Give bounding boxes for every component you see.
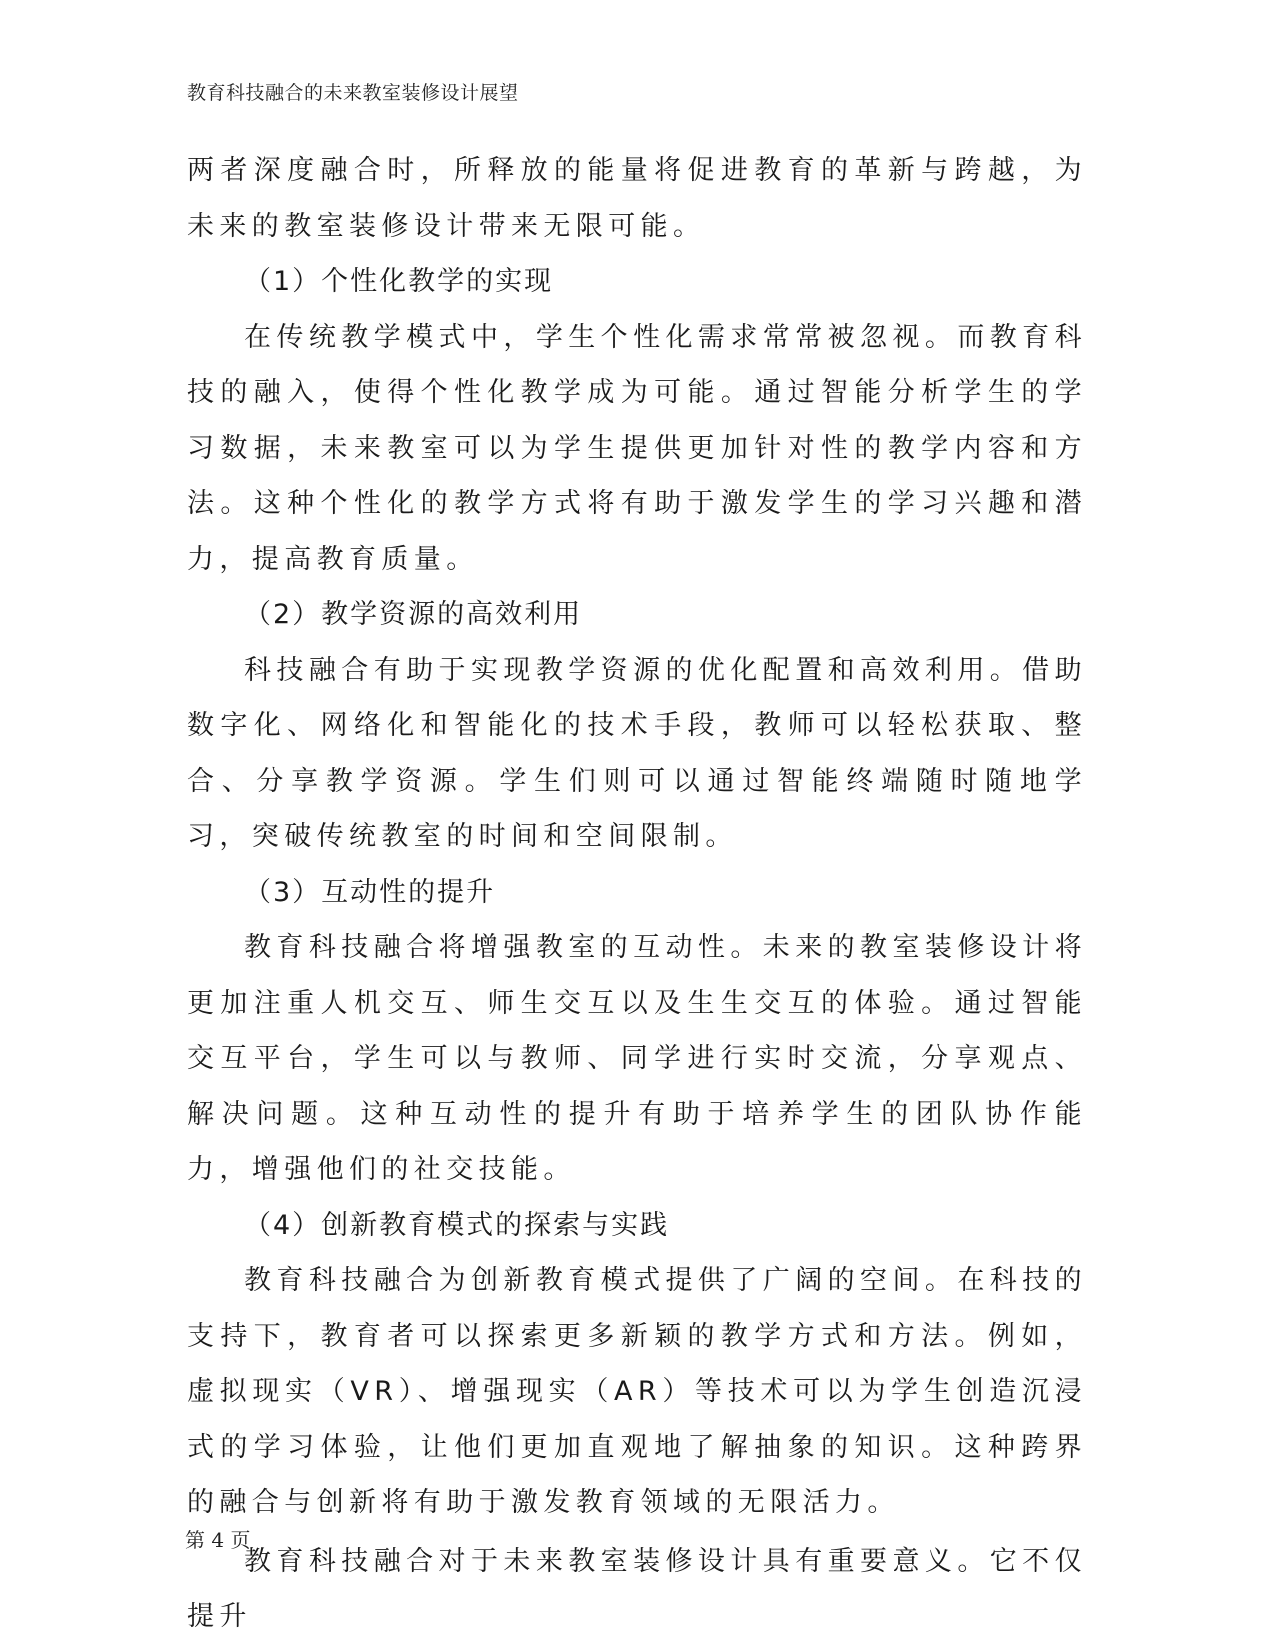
section-paragraph-personalized-teaching: 在传统教学模式中，学生个性化需求常常被忽视。而教育科技的融入，使得个性化教学成为可能。通过智能分析学生的学习数据，未来教室可以为学生提供更加针对性的教学内容和方法。这种个性化的教学方式将有助于激发学生的学习兴趣和潜力，提高教育质量。: [187, 321, 1087, 575]
intro-continuation-paragraph: 两者深度融合时，所释放的能量将促进教育的革新与跨越，为未来的教室装修设计带来无限可能。: [187, 155, 1087, 242]
section-heading-resource-utilization: （2）教学资源的高效利用: [244, 599, 583, 630]
page-header-title: 教育科技融合的未来教室装修设计展望: [187, 82, 519, 104]
section-paragraph-interactivity: 教育科技融合将增强教室的互动性。未来的教室装修设计将更加注重人机交互、师生交互以及生生交互的体验。通过智能交互平台，学生可以与教师、同学进行实时交流，分享观点、解决问题。这种互动性的提升有助于培养学生的团队协作能力，增强他们的社交技能。: [187, 932, 1087, 1185]
section-paragraph-resource-utilization: 科技融合有助于实现教学资源的优化配置和高效利用。借助数字化、网络化和智能化的技术手段，教师可以轻松获取、整合、分享教学资源。学生们则可以通过智能终端随时随地学习，突破传统教室的时间和空间限制。: [187, 654, 1087, 852]
closing-paragraph: 教育科技融合对于未来教室装修设计具有重要意义。它不仅提升: [187, 1545, 1087, 1632]
section-paragraph-innovative-models: 教育科技融合为创新教育模式提供了广阔的空间。在科技的支持下，教育者可以探索更多新颖的教学方式和方法。例如，虚拟现实（VR）、增强现实（AR）等技术可以为学生创造沉浸式的学习体验，让他们更加直观地了解抽象的知识。这种跨界的融合与创新将有助于激发教育领域的无限活力。: [187, 1265, 1087, 1518]
document-body: [187, 143, 1087, 1645]
section-heading-innovative-models: （4）创新教育模式的探索与实践: [244, 1209, 670, 1241]
section-heading-personalized-teaching: （1）个性化教学的实现: [244, 266, 554, 297]
section-heading-interactivity: （3）互动性的提升: [244, 876, 496, 908]
page-number: 第 4 页: [185, 1528, 251, 1552]
